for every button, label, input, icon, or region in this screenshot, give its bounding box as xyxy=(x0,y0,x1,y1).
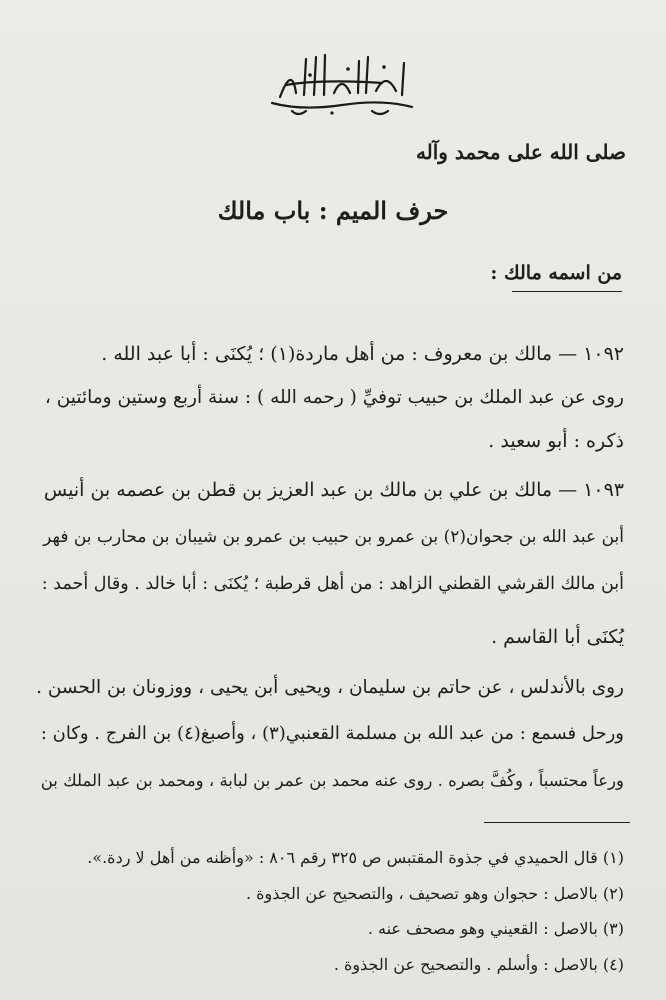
body-line: ورحل فسمع : من عبد الله بن مسلمة القعنبي(٣) ، وأصبغ(٤) بن الفرج . وكان : xyxy=(40,723,624,744)
footnote-2: (٢) بالاصل : حجوان وهو تصحيف ، والتصحيح عن الجذوة . xyxy=(245,884,624,903)
body-line: ذكره : أبو سعيد . xyxy=(488,430,624,452)
section-heading: من اسمه مالك : xyxy=(490,262,622,284)
footnote-4: (٤) بالاصل : وأسلم . والتصحيح عن الجذوة . xyxy=(333,955,624,974)
chapter-heading: حرف الميم : باب مالك xyxy=(217,196,449,225)
body-line-entry-1092: ١٠٩٢ — مالك بن معروف : من أهل ماردة(١) ؛ يُكنَى : أبا عبد الله . xyxy=(101,343,624,365)
body-line-entry-1093: ١٠٩٣ — مالك بن علي بن مالك بن عبد العزيز بن قطن بن عصمه بن أنيس xyxy=(43,479,624,501)
salutation: صلى الله على محمد وآله xyxy=(415,140,626,164)
body-line: أبن عبد الله بن جحوان(٢) بن عمرو بن حبيب بن عمرو بن شيبان بن محارب بن فهر xyxy=(43,527,624,547)
body-line: أبن مالك القرشي القطني الزاهد : من أهل قرطبة ؛ يُكنَى : أبا خالد . وقال أحمد : xyxy=(41,574,624,594)
basmala-calligraphy xyxy=(262,45,422,120)
body-line: ورعاً محتسباً ، وكُفَّ بصره . روى عنه محمد بن عمر بن لبابة ، ومحمد بن عبد الملك بن xyxy=(40,771,624,790)
body-line: روى بالأندلس ، عن حاتم بن سليمان ، ويحيى أبن يحيى ، ووزونان بن الحسن . xyxy=(36,677,624,698)
footnote-separator xyxy=(484,822,630,823)
footnote-1: (١) قال الحميدي في جذوة المقتبس ص ٣٢٥ رقم ٨٠٦ : «وأظنه من أهل لا ردة.». xyxy=(87,848,624,867)
section-heading-underline xyxy=(512,291,622,292)
body-line: روى عن عبد الملك بن حبيب توفيِّ ( رحمه الله ) : سنة أربع وستين ومائتين ، xyxy=(44,387,624,408)
footnote-3: (٣) بالاصل : القعيني وهو مصحف عنه . xyxy=(367,919,624,938)
body-line: يُكنَى أبا القاسم . xyxy=(491,626,624,648)
